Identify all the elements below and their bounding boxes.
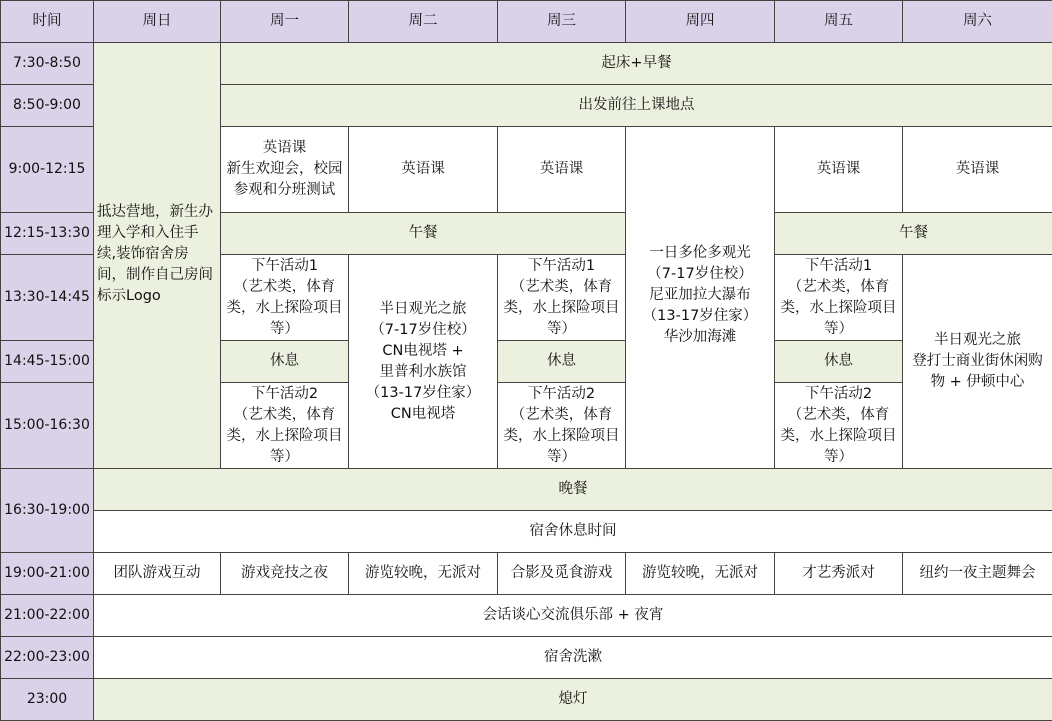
trip-line: 半日观光之旅 — [934, 332, 1021, 348]
header-saturday: 周六 — [903, 1, 1052, 43]
time-slot: 23:00 — [1, 679, 94, 721]
friday-afternoon-1-cell — [775, 255, 903, 341]
monday-afternoon-1-cell — [221, 255, 349, 341]
wednesday-english-cell: 英语课 — [498, 127, 626, 213]
depart-class-cell: 出发前往上课地点 — [221, 85, 1052, 127]
header-monday: 周一 — [221, 1, 349, 43]
tuesday-evening-cell: 游览较晚，无派对 — [349, 553, 498, 595]
tuesday-trip-cell — [349, 255, 498, 469]
sunday-arrival-cell: 抵达营地，新生办理入学和入住手续,装饰宿舍房间，制作自己房间标示Logo — [94, 43, 221, 469]
time-slot: 19:00-21:00 — [1, 553, 94, 595]
activity-title: 下午活动2 — [527, 385, 596, 402]
trip-line: （7-17岁住校） — [370, 321, 476, 338]
trip-line: （7-17岁住校） — [647, 266, 753, 282]
monday-afternoon-2-cell — [221, 383, 349, 469]
activity-detail: （艺术类，体育类，水上探险项目等） — [226, 406, 343, 465]
monday-welcome-label: 新生欢迎会，校园参观和分班测试 — [226, 161, 343, 198]
time-slot: 7:30-8:50 — [1, 43, 94, 85]
trip-line: （13-17岁住家） — [642, 308, 758, 324]
wake-breakfast-cell: 起床+早餐 — [221, 43, 1052, 85]
wash-cell: 宿舍洗漱 — [94, 637, 1052, 679]
trip-line: 半日观光之旅 — [379, 300, 467, 317]
friday-afternoon-2-cell — [775, 383, 903, 469]
activity-title: 下午活动1 — [804, 257, 873, 274]
lunch-cell: 午餐 — [221, 213, 626, 255]
friday-english-cell: 英语课 — [775, 127, 903, 213]
trip-line: 一日多伦多观光 — [649, 245, 751, 261]
trip-line: 尼亚加拉大瀑布 — [649, 287, 751, 303]
activity-detail: （艺术类，体育类，水上探险项目等） — [780, 278, 897, 337]
wednesday-afternoon-1-cell — [498, 255, 626, 341]
trip-line: 里普利水族馆 — [379, 363, 467, 380]
trip-line: （13-17岁住家） — [365, 384, 481, 401]
tuesday-english-cell: 英语课 — [349, 127, 498, 213]
time-slot: 13:30-14:45 — [1, 255, 94, 341]
wednesday-afternoon-2-cell — [498, 383, 626, 469]
time-slot: 21:00-22:00 — [1, 595, 94, 637]
monday-evening-cell: 游戏竞技之夜 — [221, 553, 349, 595]
time-slot: 9:00-12:15 — [1, 127, 94, 213]
activity-title: 下午活动2 — [250, 385, 319, 402]
thursday-trip-cell — [626, 127, 775, 469]
time-slot: 12:15-13:30 — [1, 213, 94, 255]
activity-detail: （艺术类，体育类，水上探险项目等） — [503, 406, 620, 465]
wednesday-evening-cell: 合影及觅食游戏 — [498, 553, 626, 595]
monday-rest-cell: 休息 — [221, 341, 349, 383]
header-sunday: 周日 — [94, 1, 221, 43]
trip-line: 华沙加海滩 — [663, 329, 737, 345]
time-slot: 14:45-15:00 — [1, 341, 94, 383]
trip-line: CN电视塔 — [390, 405, 456, 422]
activity-title: 下午活动1 — [250, 257, 319, 274]
friday-rest-cell: 休息 — [775, 341, 903, 383]
saturday-english-cell: 英语课 — [903, 127, 1052, 213]
saturday-evening-cell: 纽约一夜主题舞会 — [903, 553, 1052, 595]
thursday-evening-cell: 游览较晚，无派对 — [626, 553, 775, 595]
saturday-trip-cell — [903, 255, 1052, 469]
header-friday: 周五 — [775, 1, 903, 43]
time-slot: 15:00-16:30 — [1, 383, 94, 469]
trip-line: 登打士商业街休闲购物 + 伊顿中心 — [912, 353, 1043, 390]
friday-evening-cell: 才艺秀派对 — [775, 553, 903, 595]
club-cell: 会话谈心交流俱乐部 + 夜宵 — [94, 595, 1052, 637]
header-wednesday: 周三 — [498, 1, 626, 43]
time-slot: 22:00-23:00 — [1, 637, 94, 679]
header-tuesday: 周二 — [349, 1, 498, 43]
lights-out-cell: 熄灯 — [94, 679, 1052, 721]
time-slot: 16:30-19:00 — [1, 469, 94, 553]
lunch-cell: 午餐 — [775, 213, 1052, 255]
time-slot: 8:50-9:00 — [1, 85, 94, 127]
dorm-rest-cell: 宿舍休息时间 — [94, 511, 1052, 553]
activity-detail: （艺术类，体育类，水上探险项目等） — [780, 406, 897, 465]
sunday-evening-cell: 团队游戏互动 — [94, 553, 221, 595]
activity-detail: （艺术类，体育类，水上探险项目等） — [226, 278, 343, 337]
header-time: 时间 — [1, 1, 94, 43]
monday-morning-cell — [221, 127, 349, 213]
dinner-cell: 晚餐 — [94, 469, 1052, 511]
monday-english-label: 英语课 — [262, 140, 307, 156]
trip-line: CN电视塔 + — [382, 342, 464, 359]
header-thursday: 周四 — [626, 1, 775, 43]
activity-title: 下午活动1 — [527, 257, 596, 274]
activity-title: 下午活动2 — [804, 385, 873, 402]
wednesday-rest-cell: 休息 — [498, 341, 626, 383]
activity-detail: （艺术类，体育类，水上探险项目等） — [503, 278, 620, 337]
